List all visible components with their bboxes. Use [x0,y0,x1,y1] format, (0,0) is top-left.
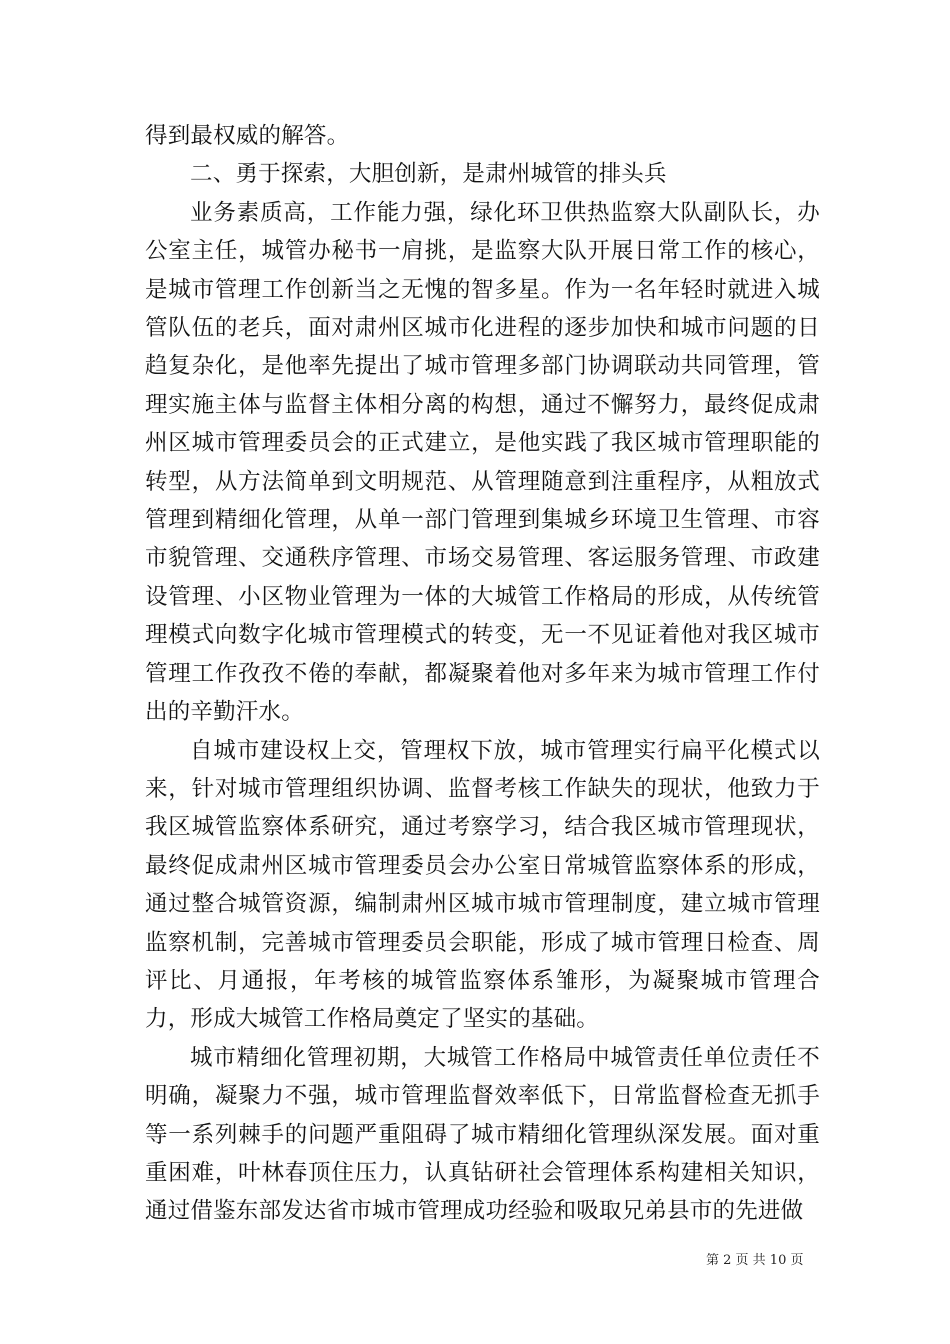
section-heading: 二、勇于探索，大胆创新，是肃州城管的排头兵 [190,161,667,188]
paragraph-3: 自城市建设权上交，管理权下放，城市管理实行扁平化模式以来，针对城市管理组织协调、监督考核工作缺失的现状，他致力于我区城管监察体系研究，通过考察学习，结合我区城市管理现状，最终促成肃州区城市管理委员会办公室日常城管监察体系的形成，通过整合城管资源，编制肃州区城市城市管理制度，建立城市管理监察机制，完善城市管理委员会职能，形成了城市管理日检查、周评比、月通报，年考核的城管监察体系雏形，为凝聚城市管理合力，形成大城管工作格局奠定了坚实的基础。 [145,737,820,1033]
paragraph-2: 业务素质高，工作能力强，绿化环卫供热监察大队副队长，办公室主任，城管办秘书一肩挑，是监察大队开展日常工作的核心，是城市管理工作创新当之无愧的智多星。作为一名年轻时就进入城管队伍的老兵，面对肃州区城市化进程的逐步加快和城市问题的日趋复杂化，是他率先提出了城市管理多部门协调联动共同管理，管理实施主体与监督主体相分离的构想，通过不懈努力，最终促成肃州区城市管理委员会的正式建立，是他实践了我区城市管理职能的转型，从方法简单到文明规范、从管理随意到注重程序，从粗放式管理到精细化管理，从单一部门管理到集城乡环境卫生管理、市容市貌管理、交通秩序管理、市场交易管理、客运服务管理、市政建设管理、小区物业管理为一体的大城管工作格局的形成，从传统管理模式向数字化城市管理模式的转变，无一不见证着他对我区城市管理工作孜孜不倦的奉献，都凝聚着他对多年来为城市管理工作付出的辛勤汗水。 [145,199,820,726]
paragraph-4: 城市精细化管理初期，大城管工作格局中城管责任单位责任不明确，凝聚力不强，城市管理监督效率低下，日常监督检查无抓手等一系列棘手的问题严重阻碍了城市精细化管理纵深发展。面对重重困难，叶林春顶住压力，认真钻研社会管理体系构建相关知识，通过借鉴东部发达省市城市管理成功经验和吸取兄弟县市的先进做 [145,1044,820,1225]
document-body [145,117,820,1231]
page-footer: 第 2 页 共 10 页 [706,1253,804,1268]
paragraph-1: 得到最权威的解答。 [145,123,350,149]
